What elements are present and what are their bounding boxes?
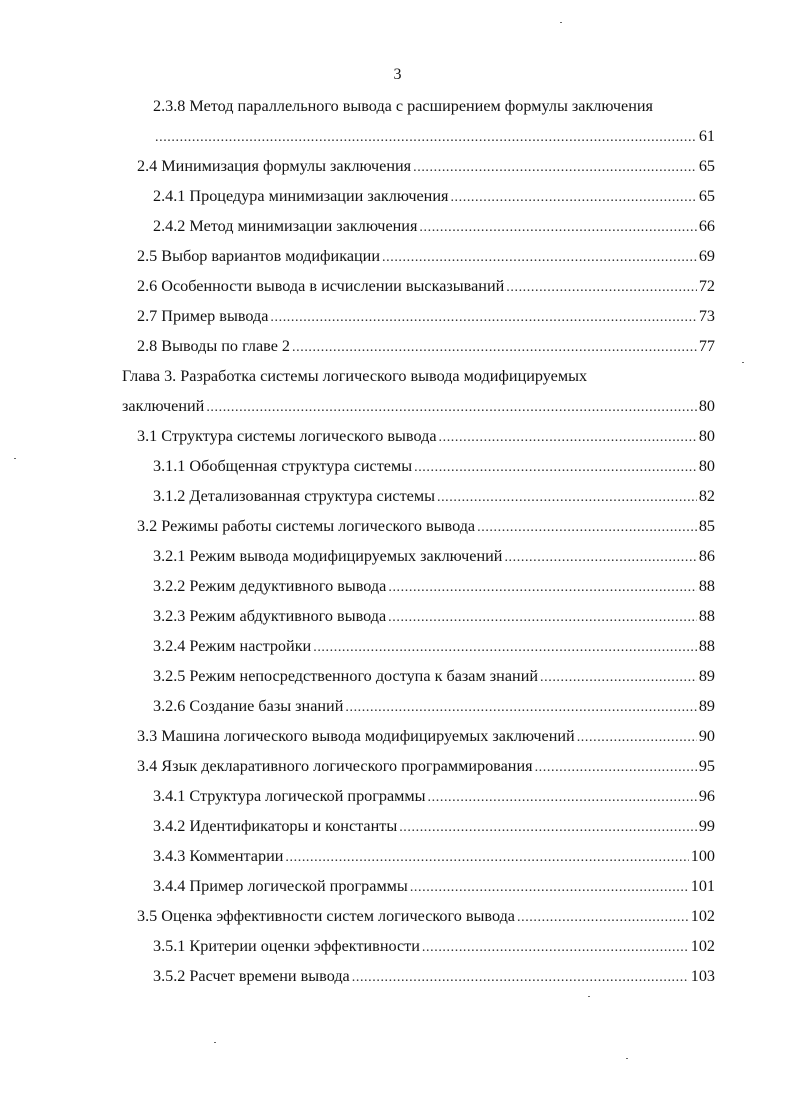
- toc-entry-page: 100: [690, 847, 715, 865]
- leader-dots: [419, 214, 696, 242]
- leader-dots: [535, 754, 697, 782]
- toc-entry-title: 2.7 Пример вывода: [137, 307, 269, 325]
- toc-entry-page: 80: [698, 457, 715, 475]
- toc-entry-title: 2.6 Особенности вывода в исчислении высказываний: [137, 277, 505, 295]
- toc-entry-page: 73: [698, 307, 715, 325]
- leader-dots: [388, 604, 697, 632]
- leader-dots: [313, 634, 697, 662]
- toc-entry-title: 3.3 Машина логического вывода модифицируемых заключений: [137, 727, 575, 745]
- toc-entry-title: 2.5 Выбор вариантов модификации: [137, 247, 381, 265]
- toc-entry-2-7: [137, 302, 715, 330]
- toc-entry-2-3-8-continued: [153, 122, 715, 150]
- leader-dots: [439, 424, 697, 452]
- toc-entry-page: 65: [698, 157, 715, 175]
- toc-entry-chapter-3-continued: [122, 392, 715, 420]
- toc-entry-3-2-3: [153, 602, 715, 630]
- toc-entry-page: 89: [698, 667, 715, 685]
- toc-entry-title: 3.5 Оценка эффективности систем логического вывода: [137, 907, 515, 925]
- leader-dots: [382, 244, 697, 272]
- toc-entry-title: 3.2.5 Режим непосредственного доступа к базам знаний: [153, 667, 539, 685]
- toc-entry-title: 3.4.4 Пример логической программы: [153, 877, 408, 895]
- toc-entry-page: 61: [698, 127, 715, 145]
- toc-entry-2-8: [137, 332, 715, 360]
- leader-dots: [428, 784, 697, 812]
- toc-entry-3-4-1: [153, 782, 715, 810]
- toc-entry-title: 3.4.2 Идентификаторы и константы: [153, 817, 398, 835]
- toc-entry-title: заключений: [122, 397, 205, 415]
- toc-entry-3-1: [137, 422, 715, 450]
- leader-dots: [540, 664, 697, 692]
- toc-entry-title: 2.4 Минимизация формулы заключения: [137, 157, 412, 175]
- toc-entry-title: 3.2.6 Создание базы знаний: [153, 697, 344, 715]
- toc-entry-3-2-4: [153, 632, 715, 660]
- toc-entry-3-4-3: [153, 842, 715, 870]
- toc-entry-3-2-5: [153, 662, 715, 690]
- toc-entry-page: 88: [698, 577, 715, 595]
- scan-speck: [214, 1042, 216, 1043]
- leader-dots: [422, 934, 689, 962]
- leader-dots: [388, 574, 696, 602]
- toc-entry-page: 101: [690, 877, 715, 895]
- leader-dots: [577, 724, 697, 752]
- leader-dots: [437, 484, 697, 512]
- toc-entry-page: 88: [698, 607, 715, 625]
- toc-entry-title: 2.3.8 Метод параллельного вывода с расширением формулы заключения: [153, 97, 653, 115]
- toc-entry-2-5: [137, 242, 715, 270]
- toc-entry-3-2-2: [153, 572, 715, 600]
- toc-entry-title: 3.5.1 Критерии оценки эффективности: [153, 937, 420, 955]
- leader-dots: [155, 124, 697, 152]
- toc-entry-page: 82: [698, 487, 715, 505]
- leader-dots: [413, 154, 697, 182]
- toc-entry-title: 3.2.3 Режим абдуктивного вывода: [153, 607, 387, 625]
- toc-entry-title: Глава 3. Разработка системы логического вывода модифицируемых: [122, 367, 588, 385]
- toc-entry-title: 3.2.1 Режим вывода модифицируемых заключений: [153, 547, 503, 565]
- toc-entry-3-2-6: [153, 692, 715, 720]
- toc-entry-title: 3.2.2 Режим дедуктивного вывода: [153, 577, 387, 595]
- leader-dots: [292, 334, 697, 362]
- toc-entry-page: 89: [698, 697, 715, 715]
- toc-entry-3-2: [137, 512, 715, 540]
- leader-dots: [399, 814, 697, 842]
- toc-entry-page: 96: [698, 787, 715, 805]
- toc-entry-2-6: [137, 272, 715, 300]
- leader-dots: [450, 184, 696, 212]
- toc-entry-title: 2.4.1 Процедура минимизации заключения: [153, 187, 449, 205]
- leader-dots: [345, 694, 696, 722]
- toc-entry-title: 2.4.2 Метод минимизации заключения: [153, 217, 418, 235]
- toc-entry-2-3-8: [153, 92, 708, 120]
- toc-entry-title: 3.2 Режимы работы системы логического вывода: [137, 517, 476, 535]
- toc-entry-page: 95: [698, 757, 715, 775]
- toc-entry-2-4-2: [153, 212, 715, 240]
- toc-entry-page: 80: [698, 427, 715, 445]
- toc-entry-title: 3.4.3 Комментарии: [153, 847, 284, 865]
- toc-entry-title: 3.1.1 Обобщенная структура системы: [153, 457, 413, 475]
- leader-dots: [414, 454, 697, 482]
- page-number: 3: [393, 66, 402, 83]
- leader-dots: [410, 874, 689, 902]
- toc-entry-3-2-1: [153, 542, 715, 570]
- toc-entry-page: 69: [698, 247, 715, 265]
- toc-entry-page: 65: [698, 187, 715, 205]
- leader-dots: [352, 964, 689, 992]
- toc-entry-page: 102: [690, 937, 715, 955]
- toc-entry-3-4-2: [153, 812, 715, 840]
- toc-entry-3-5-1: [153, 932, 715, 960]
- toc-entry-3-1-2: [153, 482, 715, 510]
- scan-speck: [742, 362, 744, 363]
- toc-entry-page: 86: [698, 547, 715, 565]
- toc-entry-page: 90: [698, 727, 715, 745]
- toc-entry-title: 3.4.1 Структура логической программы: [153, 787, 426, 805]
- toc-entry-3-5-2: [153, 962, 715, 990]
- toc-entry-title: 2.8 Выводы по главе 2: [137, 337, 291, 355]
- toc-entry-3-5: [137, 902, 715, 930]
- scan-speck: [588, 996, 590, 997]
- leader-dots: [285, 844, 688, 872]
- leader-dots: [477, 514, 697, 542]
- toc-entry-2-4: [137, 152, 715, 180]
- toc-entry-page: 77: [698, 337, 715, 355]
- toc-entry-3-1-1: [153, 452, 715, 480]
- toc-entry-page: 103: [690, 967, 715, 985]
- toc-entry-page: 102: [690, 907, 715, 925]
- toc-entry-page: 88: [698, 637, 715, 655]
- toc-entry-title: 3.4 Язык декларативного логического программирования: [137, 757, 533, 775]
- toc-entry-page: 72: [698, 277, 715, 295]
- leader-dots: [270, 304, 696, 332]
- toc-entry-page: 66: [698, 217, 715, 235]
- toc-entry-title: 3.1.2 Детализованная структура системы: [153, 487, 435, 505]
- toc-entry-title: 3.2.4 Режим настройки: [153, 637, 312, 655]
- toc-entry-3-3: [137, 722, 715, 750]
- toc-entry-page: 80: [698, 397, 715, 415]
- leader-dots: [517, 904, 689, 932]
- toc-entry-title: 3.5.2 Расчет времени вывода: [153, 967, 350, 985]
- toc-entry-title: 3.1 Структура системы логического вывода: [137, 427, 437, 445]
- toc-entry-2-4-1: [153, 182, 715, 210]
- toc-entry-3-4-4: [153, 872, 715, 900]
- leader-dots: [206, 394, 697, 422]
- scan-speck: [560, 22, 562, 23]
- leader-dots: [504, 544, 696, 572]
- toc-entry-page: 99: [698, 817, 715, 835]
- toc-entry-chapter-3: [122, 362, 715, 390]
- scan-speck: [626, 1058, 628, 1059]
- toc-entry-3-4: [137, 752, 715, 780]
- leader-dots: [506, 274, 697, 302]
- scan-speck: [14, 458, 16, 459]
- toc-entry-page: 85: [698, 517, 715, 535]
